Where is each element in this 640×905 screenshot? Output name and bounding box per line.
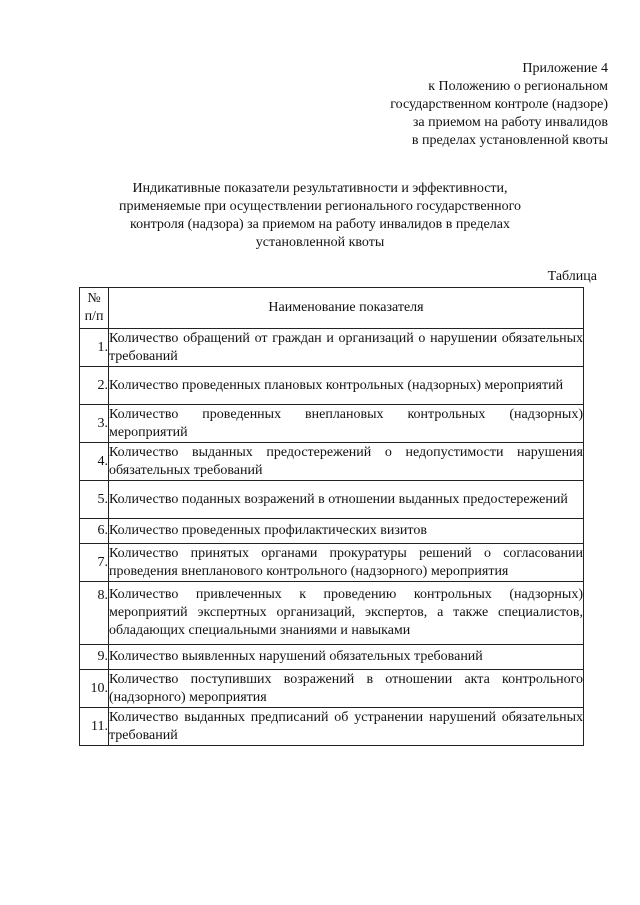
row-number: 7.	[80, 544, 109, 582]
row-indicator-name: Количество проведенных внеплановых контрольных (надзорных) мероприятий	[109, 405, 584, 443]
row-indicator-name: Количество привлеченных к проведению контрольных (надзорных) мероприятий экспертных организаций, экспертов, а также специалистов, обладающих специальными знаниями и навыками	[109, 582, 584, 645]
header-number-symbol: №	[87, 291, 101, 306]
table-row	[80, 481, 584, 519]
indicators-table	[79, 287, 584, 746]
title-line: установленной квоты	[255, 235, 385, 250]
row-number: 2.	[80, 367, 109, 405]
row-indicator-name: Количество поступивших возражений в отношении акта контрольного (надзорного) мероприятия	[109, 670, 584, 708]
title-line: Индикативные показатели результативности и эффективности,	[132, 181, 508, 196]
row-indicator-name: Количество принятых органами прокуратуры решений о согласовании проведения внепланового контрольного (надзорного) мероприятия	[109, 544, 584, 582]
table-row	[80, 367, 584, 405]
title-line: применяемые при осуществлении регионального государственного	[118, 199, 522, 214]
annex-line: государственном контроле (надзоре)	[390, 97, 608, 112]
table-row	[80, 405, 584, 443]
row-number: 3.	[80, 405, 109, 443]
row-number: 4.	[80, 443, 109, 481]
table-row	[80, 645, 584, 670]
table-label: Таблица	[547, 269, 597, 284]
annex-line: Приложение 4	[522, 61, 608, 76]
header-number-abbr: п/п	[84, 309, 104, 324]
row-number: 1.	[80, 329, 109, 367]
row-number: 6.	[80, 519, 109, 544]
row-number: 11.	[80, 708, 109, 746]
title-line: контроля (надзора) за приемом на работу инвалидов в пределах	[130, 217, 510, 232]
row-indicator-name: Количество выданных предписаний об устранении нарушений обязательных требований	[109, 708, 584, 746]
row-number: 9.	[80, 645, 109, 670]
table-row	[80, 443, 584, 481]
row-number: 8.	[80, 582, 109, 645]
table-row	[80, 329, 584, 367]
row-indicator-name: Количество выявленных нарушений обязательных требований	[109, 645, 584, 670]
row-indicator-name: Количество обращений от граждан и организаций о нарушении обязательных требований	[109, 329, 584, 367]
header-number-cell	[80, 288, 109, 329]
document-title	[100, 180, 540, 252]
row-indicator-name: Количество проведенных плановых контрольных (надзорных) мероприятий	[109, 367, 584, 405]
annex-block	[390, 60, 608, 150]
table-header-row	[80, 288, 584, 329]
table-row	[80, 582, 584, 645]
annex-line: в пределах установленной квоты	[411, 133, 608, 148]
table-row	[80, 519, 584, 544]
header-name-cell: Наименование показателя	[109, 288, 584, 329]
row-number: 5.	[80, 481, 109, 519]
annex-line: к Положению о региональном	[428, 79, 608, 94]
row-indicator-name: Количество поданных возражений в отношении выданных предостережений	[109, 481, 584, 519]
table-row	[80, 708, 584, 746]
row-number: 10.	[80, 670, 109, 708]
row-indicator-name: Количество проведенных профилактических визитов	[109, 519, 584, 544]
table-row	[80, 544, 584, 582]
row-indicator-name: Количество выданных предостережений о недопустимости нарушения обязательных требований	[109, 443, 584, 481]
table-row	[80, 670, 584, 708]
annex-line: за приемом на работу инвалидов	[412, 115, 608, 130]
